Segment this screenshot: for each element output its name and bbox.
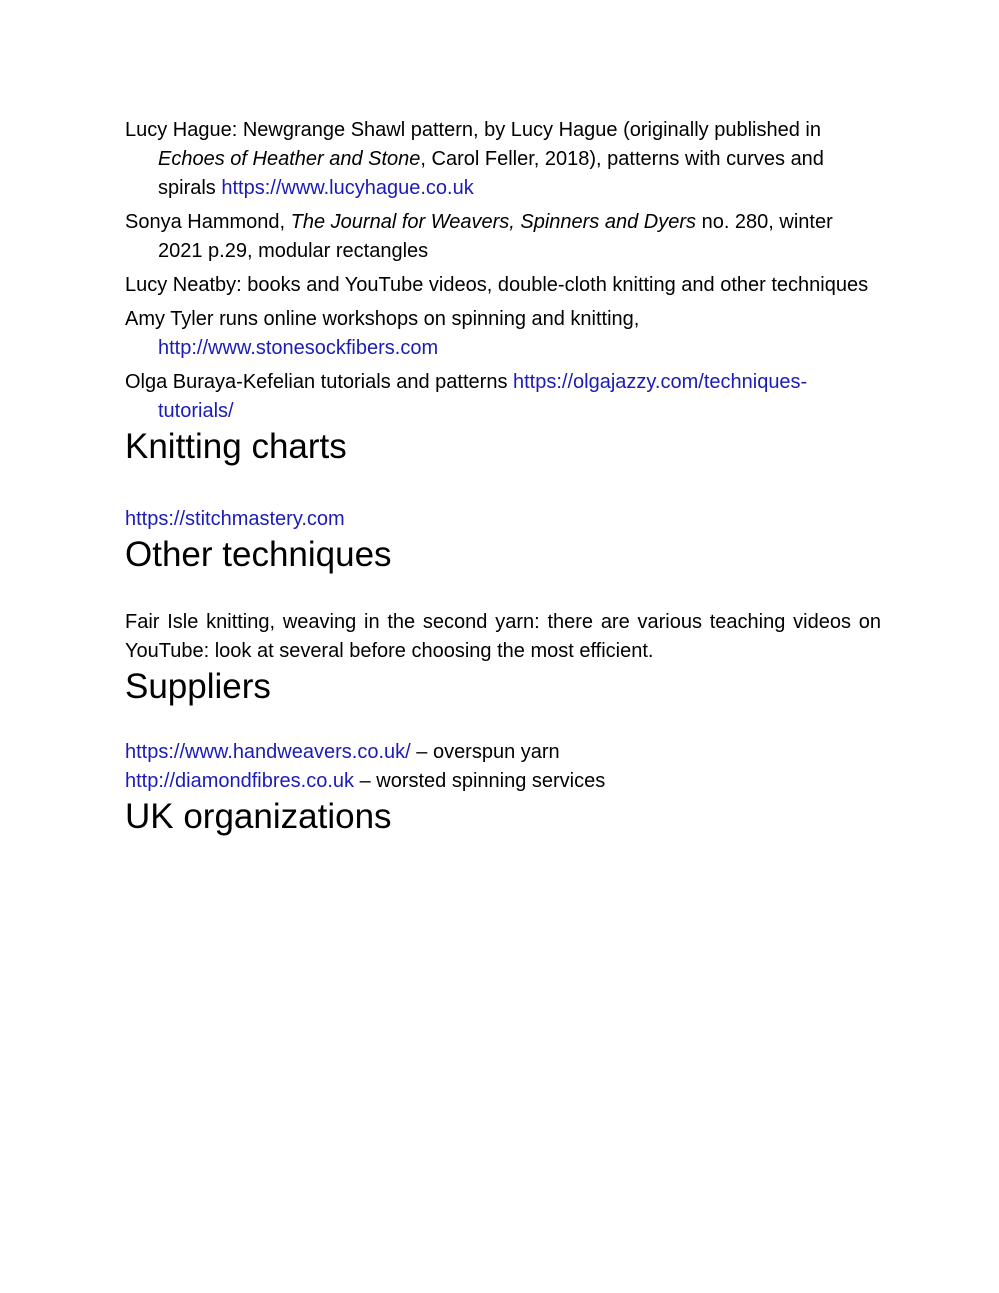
reference-text: , Carol Feller, 2018), patterns with curves and spirals [158,148,824,199]
reference-text: Lucy Neatby: books and YouTube videos, double-cloth knitting and other techniques [125,274,869,296]
reference-text: Olga Buraya-Kefelian tutorials and patterns [125,371,513,393]
references-list [125,116,881,426]
supplier-description: – worsted spinning services [354,770,606,792]
heading-suppliers: Suppliers [125,667,271,706]
reference-entry [125,368,881,426]
italic-title: Echoes of Heather and Stone [158,148,421,170]
reference-entry [125,208,881,266]
heading-other-techniques: Other techniques [125,535,392,574]
stonesockfibers-link[interactable]: http://www.stonesockfibers.com [158,337,439,359]
heading-knitting-charts: Knitting charts [125,427,347,466]
reference-text: Sonya Hammond, [125,211,291,233]
supplier-line [125,767,881,796]
diamondfibres-link[interactable]: http://diamondfibres.co.uk [125,770,355,792]
italic-title: The Journal for Weavers, Spinners and Dyers [290,211,697,233]
document-content [125,0,881,837]
heading-uk-organizations: UK organizations [125,797,392,836]
supplier-description: – overspun yarn [410,741,560,763]
knitting-charts-link-line [125,505,881,534]
suppliers-list [125,738,881,796]
lucyhague-link[interactable]: https://www.lucyhague.co.uk [221,177,474,199]
reference-entry [125,305,881,363]
reference-entry [125,116,881,203]
reference-text: Amy Tyler runs online workshops on spinning and knitting, [125,308,640,330]
fair-isle-paragraph: Fair Isle knitting, weaving in the second yarn: there are various teaching videos on YouTube: look at several before choosing the most efficient. [125,611,881,662]
olgajazzy-link[interactable]: https://olgajazzy.com/techniques-tutorials/ [158,371,808,422]
supplier-line [125,738,881,767]
reference-text: no. 280, winter 2021 p.29, modular rectangles [158,211,833,262]
handweavers-link[interactable]: https://www.handweavers.co.uk/ [125,741,411,763]
stitchmastery-link[interactable]: https://stitchmastery.com [125,508,345,530]
reference-text: Lucy Hague: Newgrange Shawl pattern, by Lucy Hague (originally published in [125,119,821,141]
reference-entry [125,271,881,300]
